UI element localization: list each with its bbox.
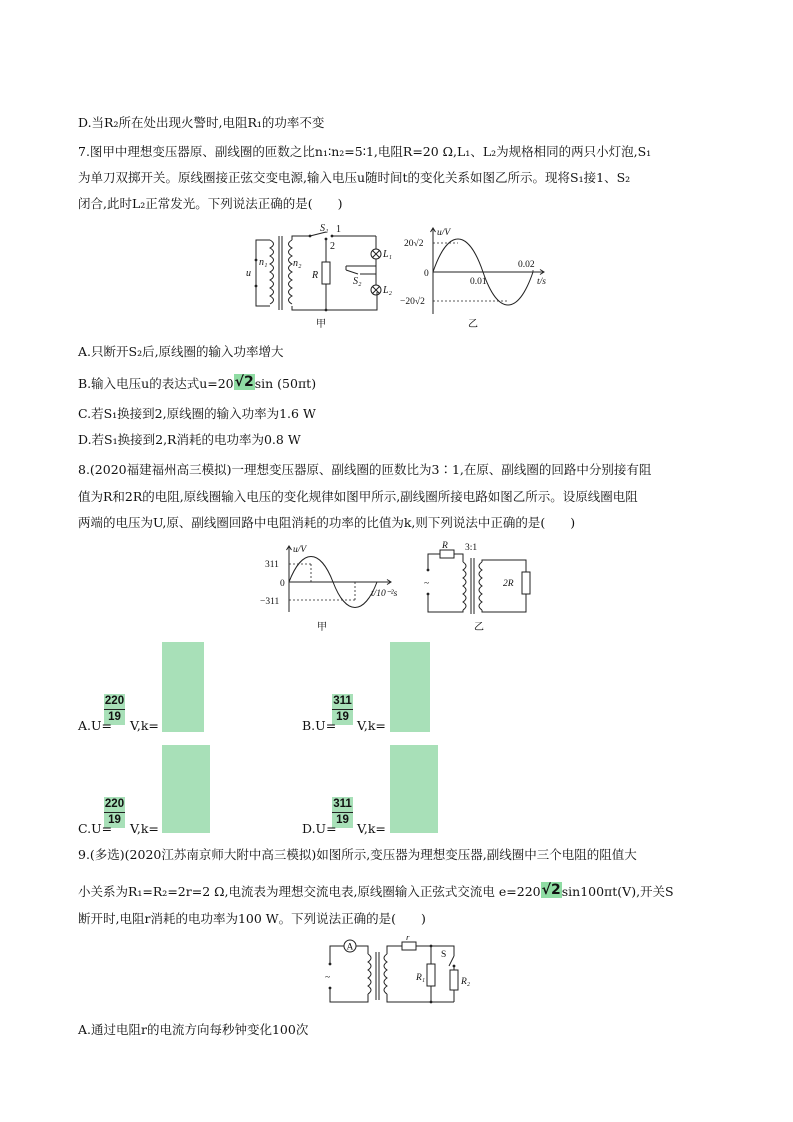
label-l2: L₂: [383, 285, 393, 296]
tick-neg: −20√2: [400, 297, 425, 307]
q9-stem-line2: [78, 882, 674, 901]
answer-image-d: [390, 745, 438, 833]
q9-stem-line1: 9.(多选)(2020江苏南京师大附中高三模拟)如图所示,变压器为理想变压器,副线圈中三个电阻的阻值大: [78, 847, 637, 862]
ammeter-label: A: [346, 942, 354, 953]
q8-y-axis-label: u/V: [293, 545, 307, 555]
q7-figure-jia: [240, 222, 405, 330]
caption-yi: 乙: [468, 319, 478, 330]
q7-option-a: A.只断开S₂后,原线圈的输入功率增大: [78, 344, 284, 359]
q8-option-a-suffix: V,k=: [130, 718, 159, 733]
label-1: 1: [336, 224, 341, 235]
q8-stem-line2: 值为R和2R的电阻,原线圈输入电压的变化规律如图甲所示,副线圈所接电路如图乙所示。设原线圈电阻: [78, 489, 638, 504]
q9-stem-line2-prefix: 小关系为R₁=R₂=2r=2 Ω,电流表为理想交流电表,原线圈输入正弦式交流电 e=220: [78, 884, 541, 899]
q9-label-r1: R₁: [416, 973, 426, 983]
q8-label-r: R: [442, 541, 448, 551]
answer-image-a: [162, 642, 204, 732]
q8-tick-pos: 311: [265, 560, 279, 570]
q7-stem-line2: 为单刀双掷开关。原线圈接正弦交变电源,输入电压u随时间t的变化关系如图乙所示。现将S₁接1、S₂: [78, 170, 631, 185]
q8-figure-yi: [418, 540, 558, 632]
label-2: 2: [330, 241, 335, 252]
q7-option-b-prefix: B.输入电压u的表达式u=20: [78, 376, 234, 391]
label-n2: n₂: [293, 258, 302, 269]
q9-stem-line3: 断开时,电阻r消耗的电功率为100 W。下列说法正确的是( ): [78, 911, 426, 926]
label-l1: L₁: [383, 249, 393, 260]
q8-caption-jia: 甲: [317, 622, 327, 632]
fraction-b-num: 311: [333, 695, 352, 707]
q8-option-c-suffix: V,k=: [130, 821, 159, 836]
q9-stem-line2-suffix: sin100πt(V),开关S: [561, 884, 674, 899]
q7-stem-line1: 7.图甲中理想变压器原、副线圈的匝数之比n₁∶n₂=5∶1,电阻R=20 Ω,L₁、L₂为规格相同的两只小灯泡,S₁: [78, 144, 652, 159]
label-n1: n₁: [259, 257, 268, 268]
label-s1: S₁: [320, 223, 329, 234]
q8-tick-neg: −311: [260, 597, 280, 607]
sqrt-symbol: √2: [234, 374, 254, 390]
q9-option-a: A.通过电阻r的电流方向每秒钟变化100次: [78, 1022, 309, 1037]
q8-label-2r: 2R: [503, 579, 514, 589]
fraction-d-den: 19: [332, 813, 353, 828]
q7-option-b: [78, 374, 316, 393]
fraction-c-num: 220: [104, 798, 125, 810]
q9-figure: [318, 936, 478, 1016]
q9-ac-label: ~: [325, 973, 331, 983]
fraction-c-den: 19: [104, 813, 125, 828]
q8-option-d-prefix: D.U=: [302, 821, 337, 836]
fraction-a-den: 19: [104, 710, 125, 725]
q7-figure-yi: [400, 222, 560, 330]
q8-tick-zero: 0: [280, 579, 285, 589]
label-u: u: [246, 268, 251, 279]
y-axis-label: u/V: [437, 228, 451, 238]
fraction-a-num: 220: [104, 695, 125, 707]
q8-figure-jia: [255, 540, 405, 632]
q8-option-d-suffix: V,k=: [357, 821, 386, 836]
q9-label-r2: R₂: [461, 977, 471, 987]
tick-zero: 0: [424, 269, 429, 279]
tick-002: 0.02: [518, 260, 535, 270]
q8-option-b-suffix: V,k=: [357, 718, 386, 733]
q7-option-c: C.若S₁换接到2,原线圈的输入功率为1.6 W: [78, 406, 316, 421]
q8-option-c-prefix: C.U=: [78, 821, 113, 836]
answer-image-b: [390, 642, 430, 732]
q6-option-d: D.当R₂所在处出现火警时,电阻R₁的功率不变: [78, 115, 325, 130]
sqrt-symbol-q9: √2: [541, 882, 561, 898]
caption-jia: 甲: [316, 319, 326, 330]
q8-x-axis-label: t/10⁻²s: [371, 589, 398, 599]
q7-stem-line3: 闭合,此时L₂正常发光。下列说法正确的是( ): [78, 196, 343, 211]
label-r: R: [312, 270, 319, 281]
q8-option-a-prefix: A.U=: [78, 718, 113, 733]
fraction-d-num: 311: [333, 798, 352, 810]
q8-label-ac: ~: [424, 579, 430, 589]
q8-label-ratio: 3:1: [465, 543, 478, 553]
fraction-b-den: 19: [332, 710, 353, 725]
tick-001: 0.01: [470, 277, 487, 287]
q8-option-b-prefix: B.U=: [302, 718, 337, 733]
x-axis-label: t/s: [537, 277, 546, 287]
q8-stem-line3: 两端的电压为U,原、副线圈回路中电阻消耗的功率的比值为k,则下列说法中正确的是( ): [78, 515, 576, 530]
tick-pos: 20√2: [404, 239, 424, 249]
q8-caption-yi: 乙: [474, 622, 484, 632]
q9-label-s: S: [441, 950, 447, 960]
answer-image-c: [162, 745, 210, 833]
q7-option-b-suffix: sin (50πt): [254, 376, 317, 391]
q7-option-d: D.若S₁换接到2,R消耗的电功率为0.8 W: [78, 432, 301, 447]
q9-label-r: r: [406, 936, 410, 943]
q8-stem-line1: 8.(2020福建福州高三模拟)一理想变压器原、副线圈的匝数比为3∶1,在原、副线圈的回路中分别接有阻: [78, 462, 652, 477]
label-s2: S₂: [353, 276, 362, 287]
